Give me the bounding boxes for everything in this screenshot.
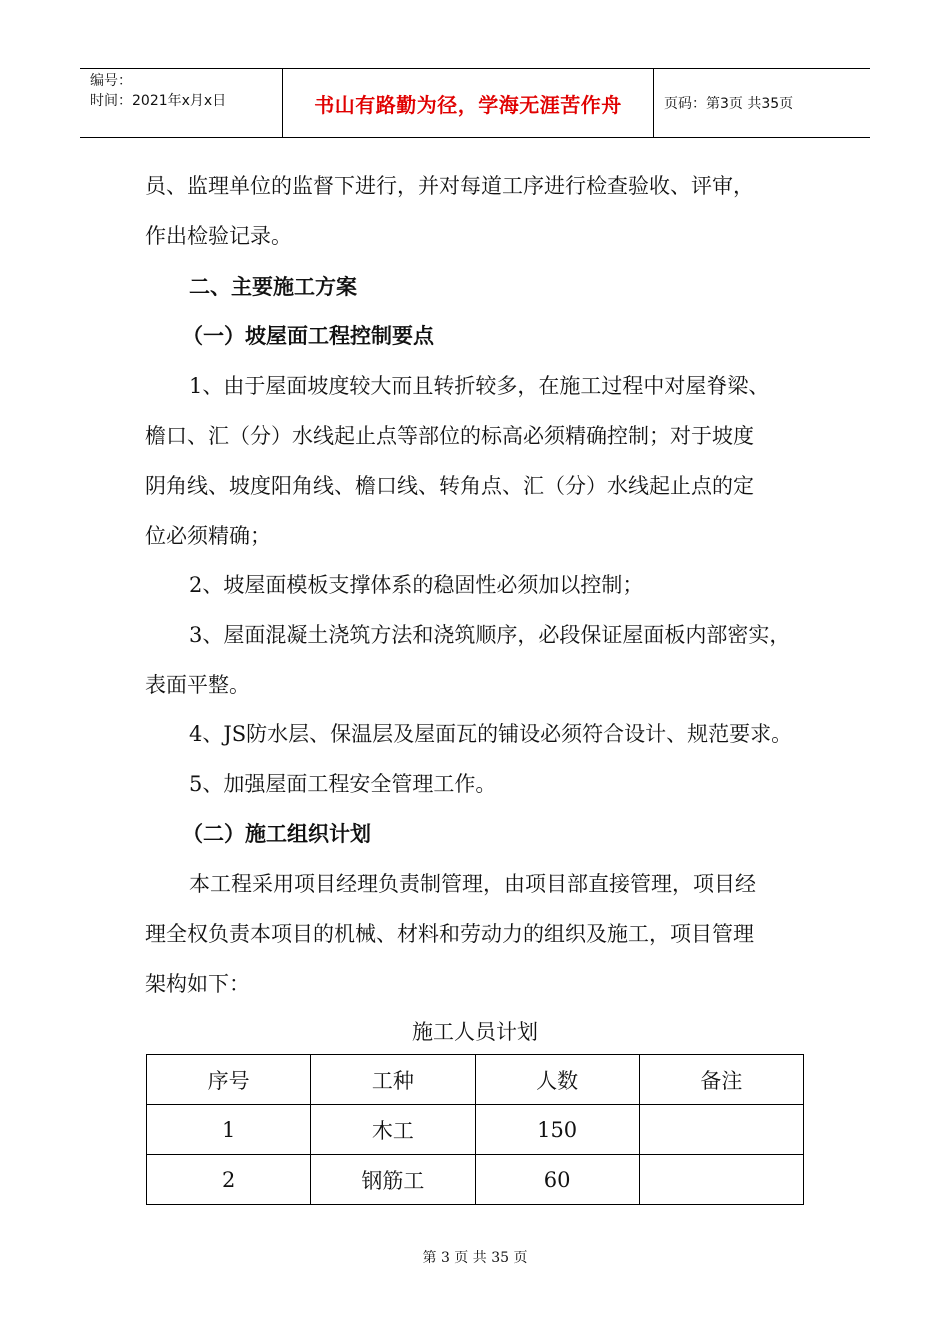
section-title: 二、主要施工方案 xyxy=(189,274,357,299)
header-number-label: 编号： xyxy=(90,73,132,89)
header-time-label: 时间：2021年x月x日 xyxy=(90,93,227,109)
body-line: 理全权负责本项目的机械、材料和劳动力的组织及施工，项目管理 xyxy=(145,922,754,946)
table-cell xyxy=(639,1155,803,1205)
list-item: 2、坡屋面模板支撑体系的稳固性必须加以控制； xyxy=(189,573,644,597)
subsection-title: （一）坡屋面工程控制要点 xyxy=(182,323,434,348)
table-cell: 150 xyxy=(475,1105,639,1155)
staff-plan-table xyxy=(146,1054,804,1205)
list-item-continued: 表面平整。 xyxy=(145,673,250,697)
body-line: 架构如下： xyxy=(145,972,250,996)
table-cell: 2 xyxy=(147,1155,311,1205)
header-motto-cell xyxy=(282,69,654,137)
subsection-title: （二）施工组织计划 xyxy=(182,821,371,846)
header-meta xyxy=(80,69,282,137)
table-cell: 60 xyxy=(475,1155,639,1205)
list-item: 5、加强屋面工程安全管理工作。 xyxy=(189,772,497,796)
page-footer: 第 3 页 共 35 页 xyxy=(422,1250,528,1266)
header-motto: 书山有路勤为径，学海无涯苦作舟 xyxy=(314,92,622,117)
header-page-info: 页码：第3页 共35页 xyxy=(664,96,794,112)
table-cell xyxy=(639,1105,803,1155)
list-item-continued: 阴角线、坡度阳角线、檐口线、转角点、汇（分）水线起止点的定 xyxy=(145,474,754,498)
body-line: 作出检验记录。 xyxy=(145,224,292,248)
page-header xyxy=(80,68,870,138)
list-item: 1、由于屋面坡度较大而且转折较多，在施工过程中对屋脊梁、 xyxy=(189,374,770,398)
list-item-continued: 檐口、汇（分）水线起止点等部位的标高必须精确控制；对于坡度 xyxy=(145,424,754,448)
list-item: 4、JS防水层、保温层及屋面瓦的铺设必须符合设计、规范要求。 xyxy=(189,722,793,746)
table-header-row xyxy=(147,1055,804,1105)
table-cell: 钢筋工 xyxy=(311,1155,475,1205)
table-header-cell: 序号 xyxy=(147,1055,311,1105)
table-header-cell: 工种 xyxy=(311,1055,475,1105)
table-header-cell: 人数 xyxy=(475,1055,639,1105)
list-item: 3、屋面混凝土浇筑方法和浇筑顺序，必段保证屋面板内部密实， xyxy=(189,623,791,647)
table-row xyxy=(147,1105,804,1155)
table-header-cell: 备注 xyxy=(639,1055,803,1105)
table-cell: 木工 xyxy=(311,1105,475,1155)
table-caption: 施工人员计划 xyxy=(412,1020,538,1044)
table-cell: 1 xyxy=(147,1105,311,1155)
body-line: 本工程采用项目经理负责制管理，由项目部直接管理，项目经 xyxy=(189,872,756,896)
list-item-continued: 位必须精确； xyxy=(145,524,271,548)
body-line: 员、监理单位的监督下进行，并对每道工序进行检查验收、评审， xyxy=(145,174,754,198)
table-row xyxy=(147,1155,804,1205)
